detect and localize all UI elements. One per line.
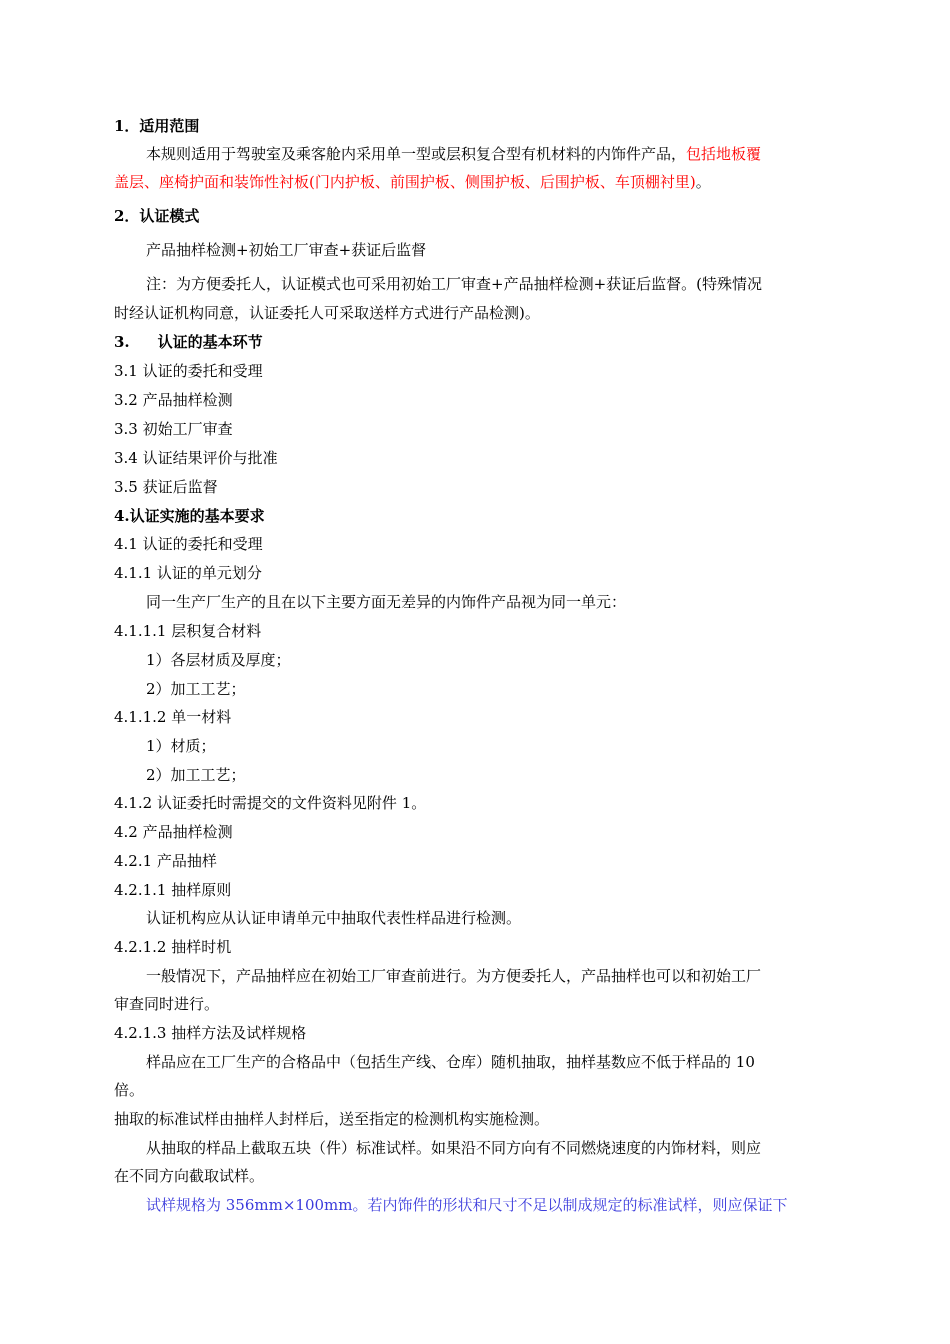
paragraph-4-2-1-3-line-3: 抽取的标准试样由抽样人封样后，送至指定的检测机构实施检测。 (114, 1110, 550, 1128)
heading-4-2-1: 4.2.1 产品抽样 (114, 852, 217, 870)
heading-4-2-1-1: 4.2.1.1 抽样原则 (114, 881, 232, 899)
heading-4-1-1-1: 4.1.1.1 层积复合材料 (114, 622, 262, 640)
paragraph-4-2-1-3-line-5: 在不同方向截取试样。 (114, 1167, 265, 1185)
paragraph-4-2-1-3-line-4: 从抽取的样品上截取五块（件）标准试样。如果沿不同方向有不同燃烧速度的内饰材料，则应 (146, 1139, 762, 1157)
paragraph-4-2-1-2-line-2: 审查同时进行。 (114, 995, 220, 1013)
section-3-number: 3. (114, 333, 130, 351)
section-4-heading: 4.认证实施的基本要求 (114, 507, 265, 525)
list-item: 1）各层材质及厚度； (146, 651, 291, 669)
section-3-item: 3.5 获证后监督 (114, 478, 218, 496)
section-1-heading: 1．适用范围 (114, 117, 200, 135)
section-1-paragraph-line-1 (146, 144, 761, 164)
certification-mode: 产品抽样检测+初始工厂审查+获证后监督 (146, 241, 427, 259)
scope-highlight-red: 包括地板覆 (686, 145, 762, 163)
section-3-item: 3.3 初始工厂审查 (114, 420, 233, 438)
heading-4-1-1-2: 4.1.1.2 单一材料 (114, 708, 232, 726)
heading-4-2-1-2: 4.2.1.2 抽样时机 (114, 938, 232, 956)
section-3-title: 认证的基本环节 (157, 333, 263, 351)
paragraph-4-2-1-3-line-2: 倍。 (114, 1081, 145, 1099)
scope-end: 。 (695, 173, 711, 191)
list-item: 2）加工工艺； (146, 680, 246, 698)
section-3-heading (114, 332, 263, 352)
note-line-1: 注：为方便委托人，认证模式也可采用初始工厂审查+产品抽样检测+获证后监督。(特殊情况 (146, 275, 762, 293)
note-line-2: 时经认证机构同意，认证委托人可采取送样方式进行产品检测)。 (114, 304, 540, 322)
heading-4-1: 4.1 认证的委托和受理 (114, 535, 263, 553)
scope-text: 本规则适用于驾驶室及乘客舱内采用单一型或层积复合型有机材料的内饰件产品， (146, 145, 687, 163)
section-1-paragraph-line-2 (114, 172, 711, 192)
section-3-item: 3.4 认证结果评价与批准 (114, 449, 278, 467)
heading-4-1-2: 4.1.2 认证委托时需提交的文件资料见附件 1。 (114, 794, 427, 812)
list-item: 2）加工工艺； (146, 766, 246, 784)
paragraph-4-1-1: 同一生产厂生产的且在以下主要方面无差异的内饰件产品视为同一单元： (146, 593, 627, 611)
specimen-spec-blue: 试样规格为 356mm×100mm。若内饰件的形状和尺寸不足以制成规定的标准试样，则应保证下 (146, 1196, 788, 1214)
list-item: 1）材质； (146, 737, 216, 755)
section-2-heading: 2．认证模式 (114, 207, 200, 225)
paragraph-4-2-1-2-line-1: 一般情况下，产品抽样应在初始工厂审查前进行。为方便委托人，产品抽样也可以和初始工厂 (146, 967, 762, 985)
paragraph-4-2-1-1: 认证机构应从认证申请单元中抽取代表性样品进行检测。 (146, 909, 522, 927)
heading-4-2: 4.2 产品抽样检测 (114, 823, 233, 841)
heading-4-1-1: 4.1.1 认证的单元划分 (114, 564, 262, 582)
section-3-item: 3.1 认证的委托和受理 (114, 362, 263, 380)
scope-highlight-red-cont: 盖层、座椅护面和装饰性衬板(门内护板、前围护板、侧围护板、后围护板、车顶棚衬里) (114, 173, 696, 191)
section-3-item: 3.2 产品抽样检测 (114, 391, 233, 409)
heading-4-2-1-3: 4.2.1.3 抽样方法及试样规格 (114, 1024, 307, 1042)
paragraph-4-2-1-3-line-1: 样品应在工厂生产的合格品中（包括生产线、仓库）随机抽取，抽样基数应不低于样品的 10 (146, 1053, 755, 1071)
